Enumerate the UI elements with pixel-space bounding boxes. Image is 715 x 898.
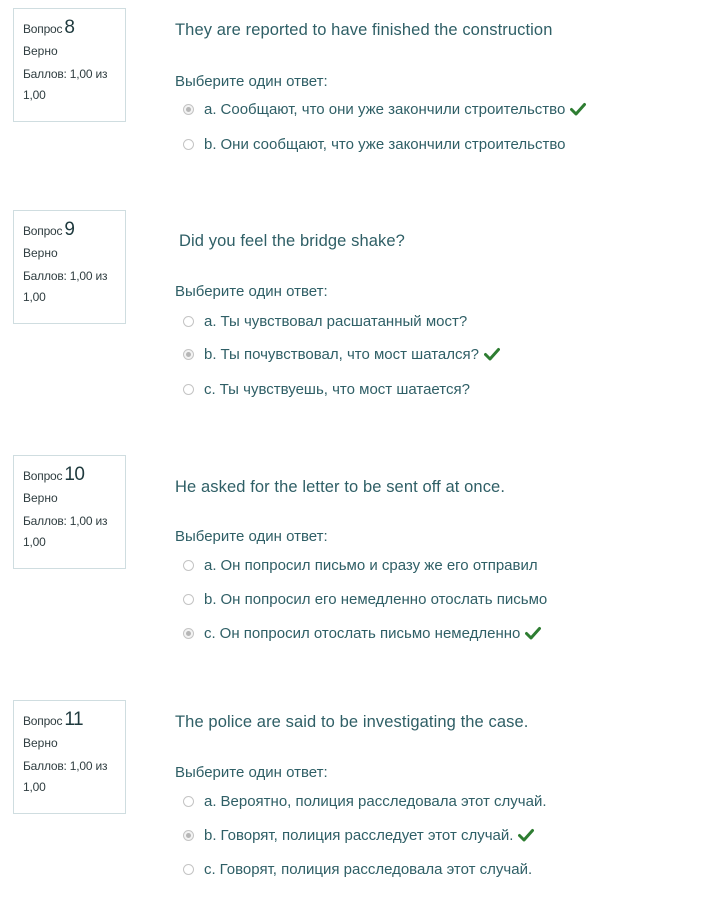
radio-button[interactable]: [183, 796, 194, 807]
radio-button[interactable]: [183, 864, 194, 875]
question-grade: Баллов: 1,00 из 1,00: [23, 759, 108, 794]
answer-text: Он попросил его немедленно отослать письмо: [220, 590, 548, 608]
answer-option-a[interactable]: [183, 99, 586, 119]
answer-text: Говорят, полиция расследовала этот случай.: [219, 860, 533, 878]
correct-check-icon: [525, 626, 541, 640]
answer-prompt: Выберите один ответ:: [175, 764, 328, 781]
answer-option-a[interactable]: [183, 555, 538, 575]
answer-letter: a.: [204, 792, 217, 810]
radio-button[interactable]: [183, 594, 194, 605]
question-grade: Баллов: 1,00 из 1,00: [23, 514, 108, 549]
answer-option-c[interactable]: [183, 623, 541, 643]
question-number: 9: [64, 219, 75, 240]
question-grade: Баллов: 1,00 из 1,00: [23, 269, 108, 304]
question-state: Верно: [23, 246, 58, 260]
question-info-box: [13, 8, 126, 122]
question-text: He asked for the letter to be sent off at once.: [175, 478, 506, 496]
radio-button[interactable]: [183, 628, 194, 639]
radio-button[interactable]: [183, 560, 194, 571]
answer-letter: a.: [204, 556, 217, 574]
question-info-box: [13, 700, 126, 814]
answer-option-b[interactable]: [183, 344, 500, 364]
question-number: 11: [64, 709, 84, 730]
answer-text: Он попросил письмо и сразу же его отправил: [220, 556, 538, 574]
answer-text: Сообщают, что они уже закончили строительство: [220, 100, 566, 118]
answer-option-b[interactable]: [183, 825, 534, 845]
radio-button[interactable]: [183, 104, 194, 115]
question-number-line: [23, 18, 125, 40]
correct-check-icon: [518, 828, 534, 842]
question-label: Вопрос: [23, 469, 63, 483]
answer-text: Ты почувствовал, что мост шатался?: [220, 345, 479, 363]
answer-text: Он попросил отослать письмо немедленно: [219, 624, 521, 642]
question-label: Вопрос: [23, 224, 63, 238]
question-grade: Баллов: 1,00 из 1,00: [23, 67, 108, 102]
answer-prompt: Выберите один ответ:: [175, 528, 328, 545]
answer-letter: b.: [204, 826, 217, 844]
answer-letter: a.: [204, 312, 217, 330]
radio-button[interactable]: [183, 316, 194, 327]
answer-text: Вероятно, полиция расследовала этот случай.: [220, 792, 547, 810]
correct-check-icon: [570, 102, 586, 116]
question-label: Вопрос: [23, 22, 63, 36]
answer-letter: b.: [204, 345, 217, 363]
question-number-line: [23, 465, 125, 487]
answer-prompt: Выберите один ответ:: [175, 283, 328, 300]
question-number: 8: [64, 17, 75, 38]
answer-letter: a.: [204, 100, 217, 118]
answer-option-b[interactable]: [183, 589, 547, 609]
question-state: Верно: [23, 736, 58, 750]
question-text: They are reported to have finished the construction: [175, 21, 553, 39]
answer-option-c[interactable]: [183, 859, 532, 879]
question-label: Вопрос: [23, 714, 63, 728]
question-text: The police are said to be investigating the case.: [175, 713, 529, 731]
answer-text: Они сообщают, что уже закончили строительство: [220, 135, 566, 153]
question-number: 10: [64, 464, 85, 485]
question-info-box: [13, 455, 126, 569]
answer-letter: c.: [204, 860, 216, 878]
question-text: Did you feel the bridge shake?: [179, 232, 405, 250]
radio-button[interactable]: [183, 139, 194, 150]
answer-prompt: Выберите один ответ:: [175, 73, 328, 90]
answer-letter: b.: [204, 590, 217, 608]
radio-button[interactable]: [183, 349, 194, 360]
answer-letter: b.: [204, 135, 217, 153]
answer-option-a[interactable]: [183, 791, 547, 811]
correct-check-icon: [484, 347, 500, 361]
answer-option-b[interactable]: [183, 134, 565, 154]
question-state: Верно: [23, 491, 58, 505]
answer-letter: c.: [204, 624, 216, 642]
answer-text: Ты чувствовал расшатанный мост?: [220, 312, 468, 330]
question-number-line: [23, 220, 125, 242]
question-state: Верно: [23, 44, 58, 58]
answer-text: Ты чувствуешь, что мост шатается?: [219, 380, 470, 398]
radio-button[interactable]: [183, 384, 194, 395]
answer-option-c[interactable]: [183, 379, 470, 399]
question-number-line: [23, 710, 125, 732]
answer-text: Говорят, полиция расследует этот случай.: [220, 826, 514, 844]
radio-button[interactable]: [183, 830, 194, 841]
answer-option-a[interactable]: [183, 311, 467, 331]
answer-letter: c.: [204, 380, 216, 398]
question-info-box: [13, 210, 126, 324]
